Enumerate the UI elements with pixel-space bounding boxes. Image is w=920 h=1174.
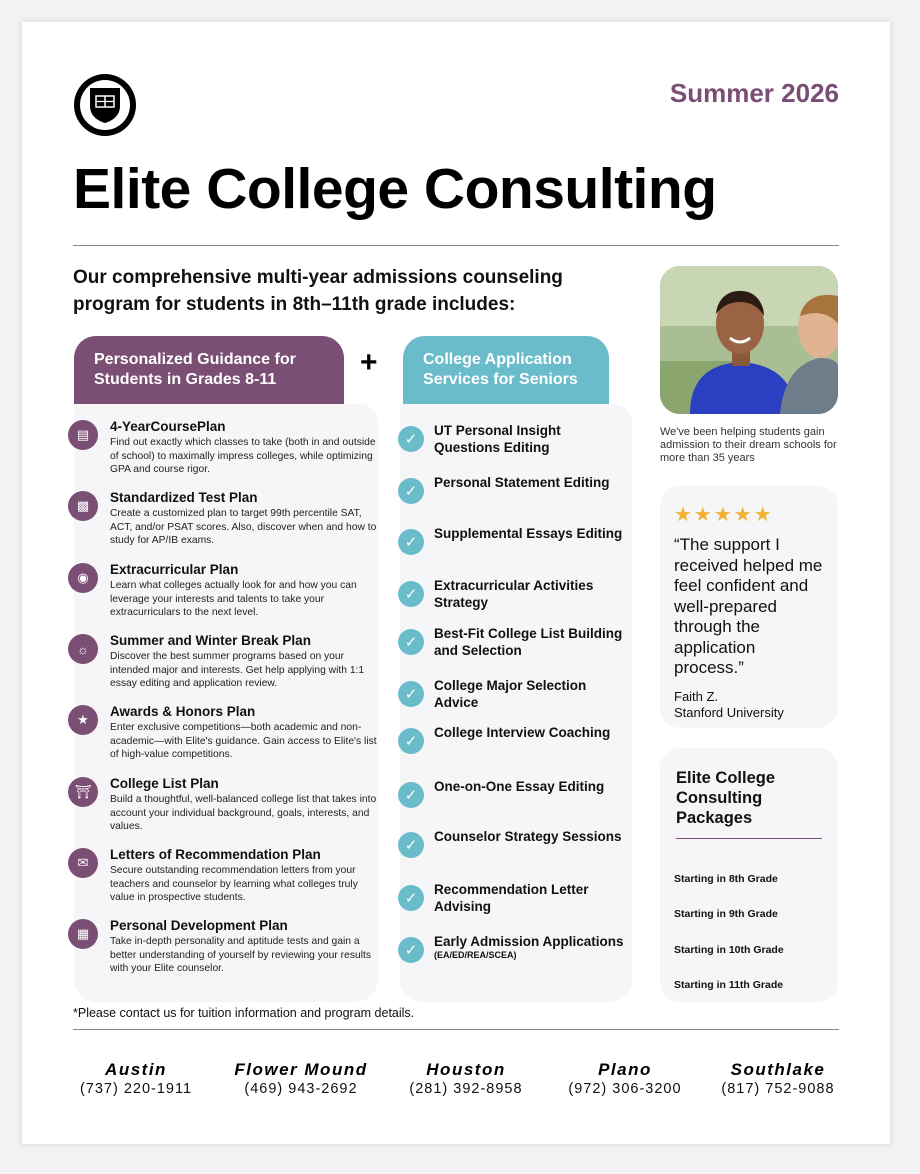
plans-panel: [74, 404, 378, 1002]
service-item: [404, 474, 624, 500]
page-title: Elite College Consulting: [73, 157, 717, 221]
shield-logo-icon: [74, 74, 136, 136]
plan-description: Discover the best summer programs based on your intended major and interests. Get help applying with 1:1 essay editing and application review.: [110, 651, 365, 689]
plan-title: Standardized Test Plan: [110, 490, 258, 505]
service-label: College Major Selection Advice: [434, 678, 587, 710]
service-label: UT Personal Insight Questions Editing: [434, 423, 561, 455]
office-city: Southlake: [730, 1060, 826, 1079]
plan-title: Summer and Winter Break Plan: [110, 633, 311, 648]
office-plano: [555, 1060, 695, 1097]
plan-title: College List Plan: [110, 776, 219, 791]
office-phone: (281) 392-8958: [409, 1081, 523, 1097]
photo-caption: We've been helping students gain admission to their dream schools for more than 35 years: [660, 426, 837, 464]
office-houston: [396, 1060, 536, 1097]
students-photo: [660, 266, 838, 414]
service-label: Counselor Strategy Sessions: [434, 829, 622, 844]
checkmark-icon: ✓: [398, 832, 424, 858]
office-city: Flower Mound: [234, 1060, 368, 1079]
checkmark-icon: ✓: [398, 728, 424, 754]
testimonial-name: Faith Z.: [674, 688, 719, 704]
service-item: [404, 933, 624, 960]
packages-card: [660, 748, 838, 1002]
service-label: Recommendation Letter Advising: [434, 882, 589, 914]
plan-title: Personal Development Plan: [110, 918, 288, 933]
service-item: [404, 625, 624, 659]
office-city: Houston: [426, 1060, 506, 1079]
checkmark-icon: ✓: [398, 581, 424, 607]
divider: [73, 245, 839, 246]
divider: [73, 1029, 839, 1030]
plan-title: Awards & Honors Plan: [110, 704, 256, 719]
service-item: [404, 577, 624, 611]
plan-item: [77, 846, 385, 905]
service-item: [404, 525, 624, 551]
document-icon: ▤: [68, 420, 98, 450]
package-item: Starting in 11th Grade: [674, 979, 784, 991]
intro-text: Our comprehensive multi-year admissions counseling program for students in 8th–11th grade includes:: [73, 267, 563, 315]
footnote: *Please contact us for tuition information and program details.: [73, 1006, 415, 1020]
chart-icon: ▩: [68, 491, 98, 521]
checkmark-icon: ✓: [398, 937, 424, 963]
testimonial-school: Stanford University: [674, 704, 784, 720]
service-item: [404, 677, 624, 711]
office-southlake: [708, 1060, 848, 1097]
office-flower-mound: [221, 1060, 381, 1097]
office-austin: [66, 1060, 206, 1097]
service-item: [404, 881, 624, 915]
institution-icon: ⛩: [68, 777, 98, 807]
plan-title: Extracurricular Plan: [110, 562, 239, 577]
checkmark-icon: ✓: [398, 629, 424, 655]
plan-description: Secure outstanding recommendation letters from your teachers and counselor by learning what colleges truly value in prospective students.: [110, 865, 358, 903]
packages-title: Elite College Consulting Packages: [676, 769, 776, 827]
robot-icon: ◉: [68, 563, 98, 593]
checkmark-icon: ✓: [398, 681, 424, 707]
office-city: Plano: [598, 1060, 652, 1079]
plan-item: [76, 489, 385, 548]
checkmark-icon: ✓: [398, 782, 424, 808]
service-item: [404, 778, 624, 804]
checkmark-icon: ✓: [398, 478, 424, 504]
plan-item: [77, 632, 385, 691]
plan-description: Build a thoughtful, well-balanced college list that takes into account your individual background, goals, interests, and values.: [110, 794, 377, 832]
packages-divider: [676, 838, 822, 839]
plan-item: [76, 917, 385, 976]
checkmark-icon: ✓: [398, 529, 424, 555]
book-icon: ▦: [68, 919, 98, 949]
plus-sign: +: [360, 346, 378, 379]
plan-title: Letters of Recommendation Plan: [110, 847, 321, 862]
lightbulb-icon: ☼: [68, 634, 98, 664]
plan-item: [74, 775, 385, 834]
service-label: Early Admission Applications: [434, 934, 624, 949]
service-label: Extracurricular Activities Strategy: [434, 578, 594, 610]
package-item: Starting in 10th Grade: [674, 944, 784, 956]
office-phone: (469) 943-2692: [244, 1081, 358, 1097]
plan-description: Create a customized plan to target 99th percentile SAT, ACT, and/or PSAT scores. Also, discover when and how to study for AP/IB exams.: [110, 508, 377, 546]
plan-description: Enter exclusive competitions—both academic and non-academic—with Elite's guidance. Gain access to Elite's list of high-value competitions.: [110, 722, 377, 760]
package-item: Starting in 8th Grade: [674, 873, 778, 885]
service-label: One-on-One Essay Editing: [434, 779, 605, 794]
plan-item: [77, 561, 385, 620]
service-item: [404, 422, 624, 456]
season-label: Summer 2026: [669, 78, 839, 108]
plan-description: Learn what colleges actually look for and how you can leverage your interests and talents to take your extracurriculars to the next level.: [110, 580, 357, 618]
service-label: College Interview Coaching: [434, 725, 611, 740]
service-label: Personal Statement Editing: [434, 475, 610, 490]
office-phone: (817) 752-9088: [721, 1081, 835, 1097]
services-panel: [400, 404, 632, 1002]
brochure-page: [22, 22, 890, 1144]
star-rating-icon: ★★★★★: [674, 504, 774, 526]
envelope-icon: ✉: [68, 848, 98, 878]
plan-item: [77, 703, 385, 762]
service-label: Best-Fit College List Building and Selection: [434, 626, 623, 658]
service-item: [404, 724, 624, 750]
plan-description: Find out exactly which classes to take (both in and outside of school) to maximally impress colleges, while optimizing GPA and course rigor.: [110, 437, 376, 475]
office-phone: (972) 306-3200: [568, 1081, 682, 1097]
trophy-icon: ★: [68, 705, 98, 735]
plan-description: Take in-depth personality and aptitude tests and gain a better understanding of yourself by reviewing your results with your Elite counselor.: [110, 936, 371, 974]
plan-item: [76, 418, 385, 477]
testimonial-card: [660, 486, 838, 728]
service-item: [404, 828, 624, 854]
service-label: Supplemental Essays Editing: [434, 526, 623, 541]
tab-college-application-services: College Application Services for Seniors: [403, 336, 609, 406]
checkmark-icon: ✓: [398, 885, 424, 911]
package-item: Starting in 9th Grade: [674, 908, 778, 920]
checkmark-icon: ✓: [398, 426, 424, 452]
office-city: Austin: [105, 1060, 167, 1079]
service-sublabel: (EA/ED/REA/SCEA): [434, 950, 517, 960]
plan-title: 4-YearCoursePlan: [110, 419, 226, 434]
testimonial-quote: “The support I received helped me feel confident and well-prepared through the application process.”: [674, 535, 823, 677]
tab-personalized-guidance: Personalized Guidance for Students in Grades 8-11: [74, 336, 344, 406]
office-phone: (737) 220-1911: [79, 1081, 193, 1097]
